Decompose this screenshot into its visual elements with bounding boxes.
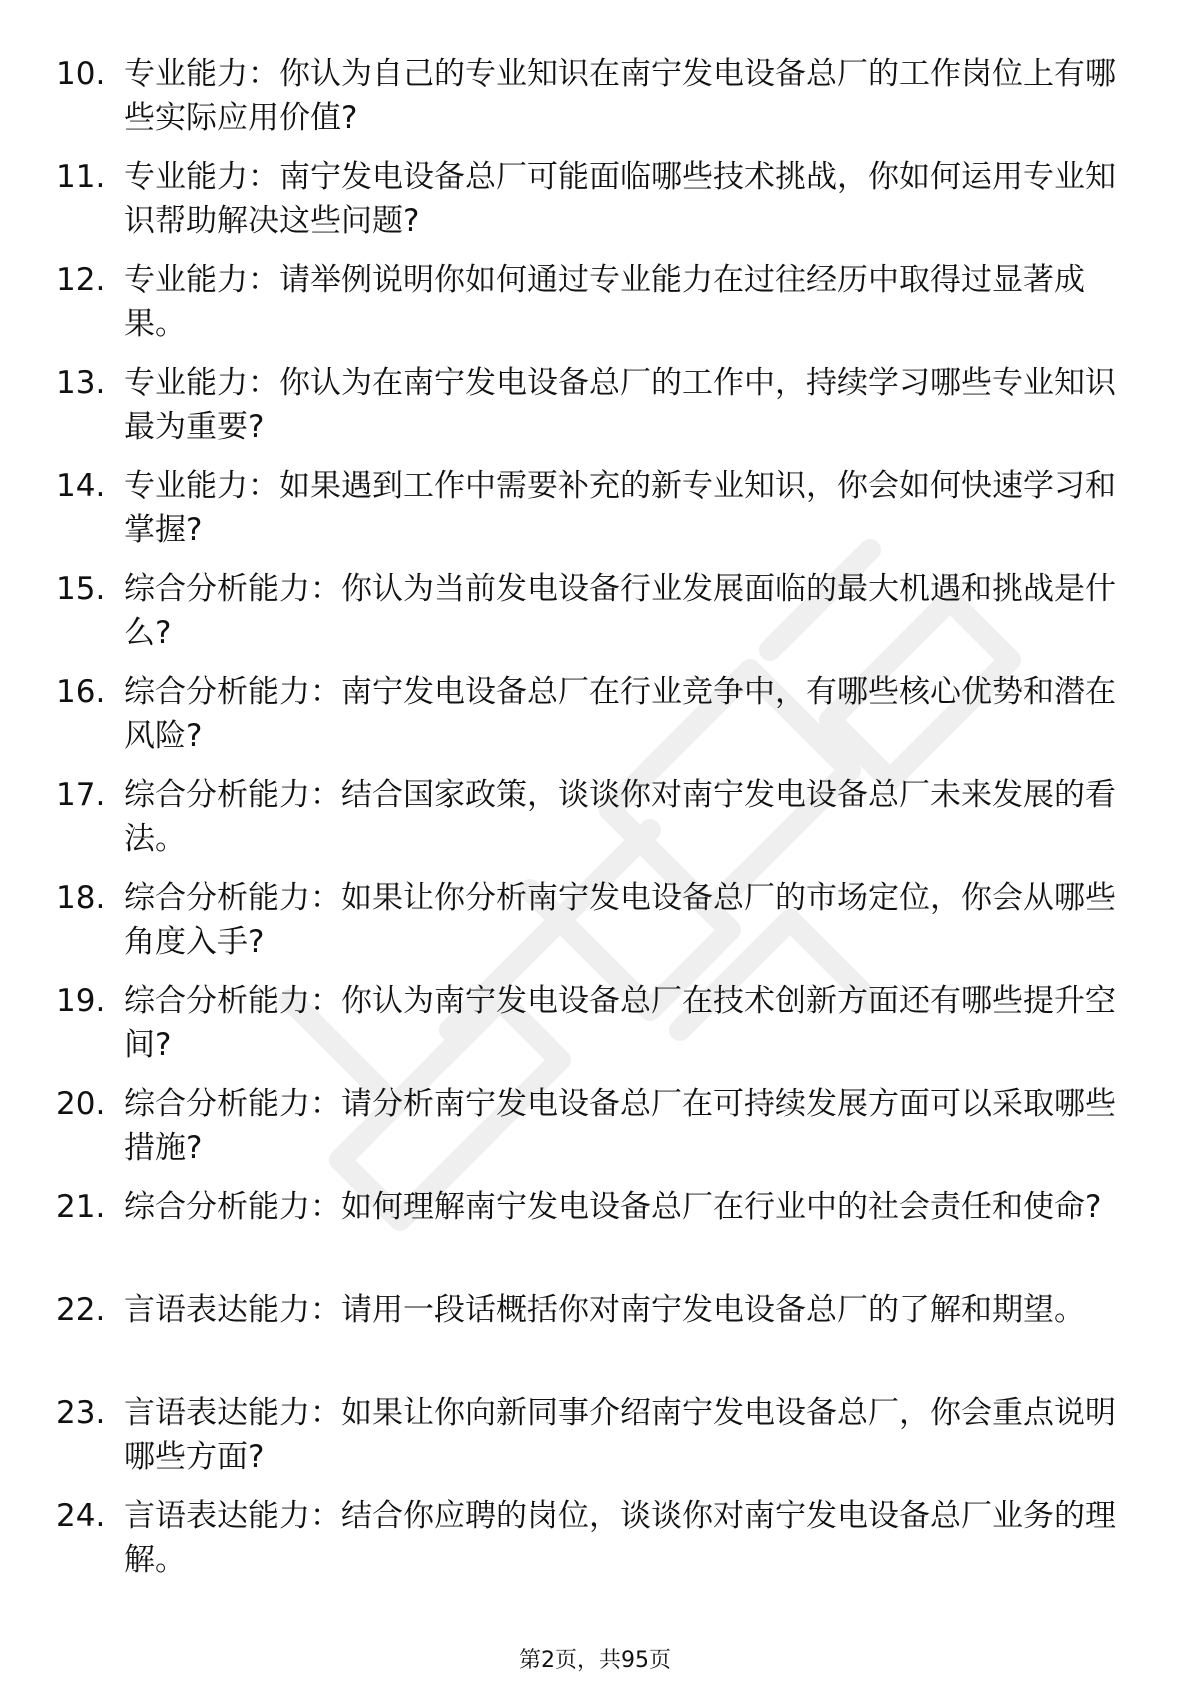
question-number: 23. xyxy=(56,1395,106,1431)
question-item xyxy=(56,155,1116,243)
question-text: 综合分析能力：你认为南宁发电设备总厂在技术创新方面还有哪些提升空间? xyxy=(124,983,1116,1063)
question-number: 24. xyxy=(56,1498,106,1534)
question-number: 10. xyxy=(56,56,106,92)
question-text: 专业能力：你认为自己的专业知识在南宁发电设备总厂的工作岗位上有哪些实际应用价值? xyxy=(124,56,1116,136)
question-text: 综合分析能力：你认为当前发电设备行业发展面临的最大机遇和挑战是什么? xyxy=(124,571,1116,651)
question-item xyxy=(56,876,1116,964)
question-list xyxy=(56,52,1116,1597)
question-item xyxy=(56,979,1116,1067)
question-item xyxy=(56,361,1116,449)
question-item xyxy=(56,567,1116,655)
question-text: 言语表达能力：结合你应聘的岗位，谈谈你对南宁发电设备总厂业务的理解。 xyxy=(124,1498,1116,1578)
question-item xyxy=(56,1288,1116,1376)
question-number: 11. xyxy=(56,159,106,195)
question-number: 14. xyxy=(56,468,106,504)
question-text: 专业能力：如果遇到工作中需要补充的新专业知识，你会如何快速学习和掌握? xyxy=(124,468,1116,548)
question-item xyxy=(56,52,1116,140)
question-text: 专业能力：南宁发电设备总厂可能面临哪些技术挑战，你如何运用专业知识帮助解决这些问题? xyxy=(124,159,1116,239)
question-text: 综合分析能力：南宁发电设备总厂在行业竞争中，有哪些核心优势和潜在风险? xyxy=(124,674,1116,754)
question-item xyxy=(56,1494,1116,1582)
question-text: 专业能力：请举例说明你如何通过专业能力在过往经历中取得过显著成果。 xyxy=(124,262,1085,342)
question-number: 13. xyxy=(56,365,106,401)
question-item xyxy=(56,464,1116,552)
question-text: 言语表达能力：如果让你向新同事介绍南宁发电设备总厂，你会重点说明哪些方面? xyxy=(124,1395,1116,1475)
question-item xyxy=(56,1082,1116,1170)
question-text: 综合分析能力：请分析南宁发电设备总厂在可持续发展方面可以采取哪些措施? xyxy=(124,1086,1116,1166)
question-text: 综合分析能力：如何理解南宁发电设备总厂在行业中的社会责任和使命? xyxy=(124,1189,1102,1225)
question-number: 15. xyxy=(56,571,106,607)
question-item xyxy=(56,670,1116,758)
question-number: 21. xyxy=(56,1189,106,1225)
question-text: 专业能力：你认为在南宁发电设备总厂的工作中，持续学习哪些专业知识最为重要? xyxy=(124,365,1116,445)
question-number: 22. xyxy=(56,1292,106,1328)
question-number: 17. xyxy=(56,777,106,813)
question-number: 19. xyxy=(56,983,106,1019)
question-number: 16. xyxy=(56,674,106,710)
question-text: 综合分析能力：结合国家政策，谈谈你对南宁发电设备总厂未来发展的看法。 xyxy=(124,777,1116,857)
question-item xyxy=(56,258,1116,346)
question-number: 20. xyxy=(56,1086,106,1122)
question-number: 12. xyxy=(56,262,106,298)
page-footer: 第2页，共95页 xyxy=(519,1648,671,1673)
question-text: 综合分析能力：如果让你分析南宁发电设备总厂的市场定位，你会从哪些角度入手? xyxy=(124,880,1116,960)
question-text: 言语表达能力：请用一段话概括你对南宁发电设备总厂的了解和期望。 xyxy=(124,1292,1085,1328)
question-number: 18. xyxy=(56,880,106,916)
question-item xyxy=(56,1391,1116,1479)
question-item xyxy=(56,773,1116,861)
question-item xyxy=(56,1185,1116,1273)
